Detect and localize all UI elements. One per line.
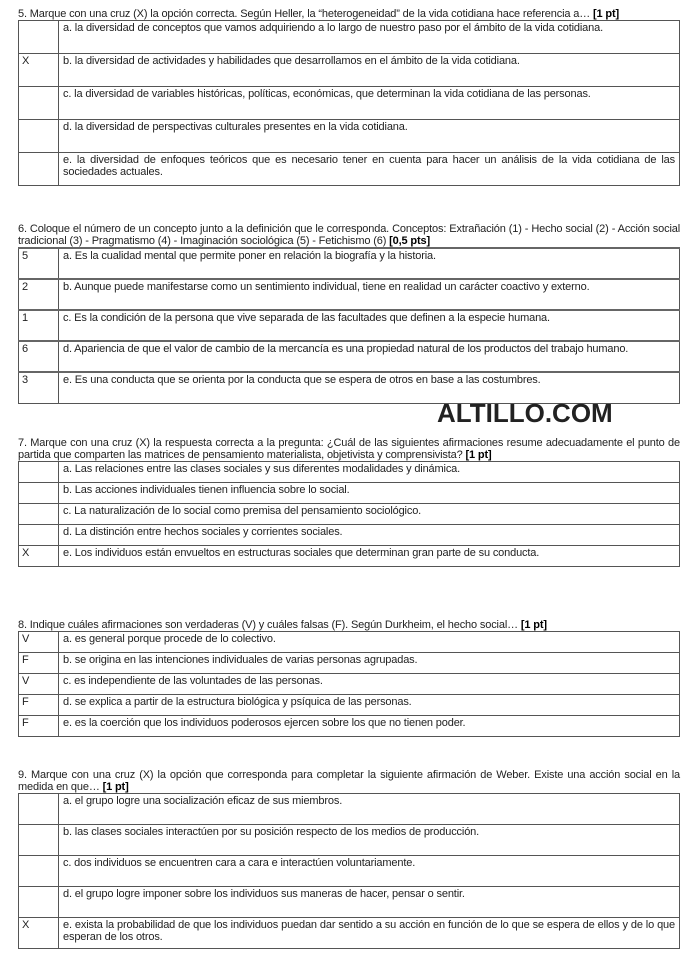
table-row (19, 483, 680, 504)
answer-mark-cell[interactable] (19, 794, 59, 825)
table-row (19, 310, 680, 341)
question-text: 7. Marque con una cruz (X) la respuesta correcta a la pregunta: ¿Cuál de las siguientes afirmaciones resume adecuadamente el punto de partida que comparten las matrices de pensamiento materialista, objetivista y comprensivista? (18, 437, 680, 461)
question-points: [1 pt] (465, 449, 492, 461)
question-points: [1 pt] (592, 8, 619, 20)
table-row (19, 887, 680, 918)
answer-option-text: a. Las relaciones entre las clases sociales y sus diferentes modalidades y dinámica. (59, 462, 680, 483)
table-row (19, 153, 680, 186)
answer-option-text: e. Es una conducta que se orienta por la conducta que se espera de otros en base a las costumbres. (59, 372, 680, 403)
table-row (19, 21, 680, 54)
answer-mark-cell[interactable]: X (19, 54, 59, 87)
answer-table (18, 631, 680, 737)
answer-mark-cell[interactable] (19, 483, 59, 504)
table-row (19, 632, 680, 653)
table-row (19, 341, 680, 372)
answer-mark-cell[interactable]: F (19, 695, 59, 716)
answer-mark-cell[interactable]: F (19, 716, 59, 737)
answer-table (18, 20, 680, 186)
answer-mark-cell[interactable]: 3 (19, 372, 59, 403)
answer-option-text: a. el grupo logre una socialización eficaz de sus miembros. (59, 794, 680, 825)
answer-option-text: b. Aunque puede manifestarse como un sentimiento individual, tiene en realidad un carácter coactivo y externo. (59, 279, 680, 310)
answer-mark-cell[interactable] (19, 525, 59, 546)
answer-mark-cell[interactable] (19, 87, 59, 120)
table-row (19, 279, 680, 310)
answer-option-text: d. La distinción entre hechos sociales y corrientes sociales. (59, 525, 680, 546)
table-row (19, 462, 680, 483)
answer-option-text: e. es la coerción que los individuos poderosos ejercen sobre los que no tienen poder. (59, 716, 680, 737)
answer-mark-cell[interactable]: 6 (19, 341, 59, 372)
watermark-logo: ALTILLO.COM (437, 398, 613, 428)
answer-option-text: c. dos individuos se encuentren cara a cara e interactúen voluntariamente. (59, 856, 680, 887)
answer-option-text: c. la diversidad de variables históricas, políticas, económicas, que determinan la vida cotidiana de las personas. (59, 87, 680, 120)
question-text: 9. Marque con una cruz (X) la opción que corresponda para completar la siguiente afirmación de Weber. Existe una acción social en la medida en que… (18, 769, 680, 793)
answer-option-text: a. la diversidad de conceptos que vamos adquiriendo a lo largo de nuestro paso por el ámbito de la vida cotidiana. (59, 21, 680, 54)
question-8 (18, 619, 680, 737)
question-title (18, 223, 680, 247)
question-points: [0,5 pts] (389, 235, 430, 247)
answer-option-text: c. Es la condición de la persona que vive separada de las facultades que definen a la especie humana. (59, 310, 680, 341)
answer-option-text: c. es independiente de las voluntades de las personas. (59, 674, 680, 695)
answer-option-text: b. se origina en las intenciones individuales de varias personas agrupadas. (59, 653, 680, 674)
answer-mark-cell[interactable]: F (19, 653, 59, 674)
answer-mark-cell[interactable]: X (19, 918, 59, 949)
table-row (19, 918, 680, 949)
table-row (19, 248, 680, 279)
question-title (18, 8, 680, 20)
question-text: 5. Marque con una cruz (X) la opción correcta. Según Heller, la “heterogeneidad” de la vida cotidiana hace referencia a… (18, 8, 591, 20)
table-row (19, 120, 680, 153)
table-row (19, 825, 680, 856)
answer-mark-cell[interactable]: 1 (19, 310, 59, 341)
question-text: 8. Indique cuáles afirmaciones son verdaderas (V) y cuáles falsas (F). Según Durkheim, el hecho social… (18, 619, 518, 631)
answer-mark-cell[interactable] (19, 504, 59, 525)
table-row (19, 54, 680, 87)
answer-mark-cell[interactable]: V (19, 674, 59, 695)
table-row (19, 87, 680, 120)
answer-mark-cell[interactable]: 5 (19, 248, 59, 279)
answer-mark-cell[interactable] (19, 887, 59, 918)
answer-option-text: d. se explica a partir de la estructura biológica y psíquica de las personas. (59, 695, 680, 716)
question-points: [1 pt] (102, 781, 129, 793)
question-6 (18, 223, 680, 404)
answer-mark-cell[interactable] (19, 153, 59, 186)
table-row (19, 856, 680, 887)
answer-mark-cell[interactable]: 2 (19, 279, 59, 310)
answer-option-text: b. las clases sociales interactúen por su posición respecto de los medios de producción. (59, 825, 680, 856)
table-row (19, 546, 680, 567)
answer-option-text: a. es general porque procede de lo colectivo. (59, 632, 680, 653)
table-row (19, 525, 680, 546)
table-row (19, 794, 680, 825)
answer-option-text: a. Es la cualidad mental que permite poner en relación la biografía y la historia. (59, 248, 680, 279)
answer-option-text: e. Los individuos están envueltos en estructuras sociales que determinan gran parte de su conducta. (59, 546, 680, 567)
answer-mark-cell[interactable] (19, 21, 59, 54)
table-row (19, 716, 680, 737)
answer-mark-cell[interactable] (19, 856, 59, 887)
answer-option-text: d. el grupo logre imponer sobre los individuos sus maneras de hacer, pensar o sentir. (59, 887, 680, 918)
answer-mark-cell[interactable] (19, 825, 59, 856)
question-7 (18, 437, 680, 567)
answer-table (18, 793, 680, 949)
question-9 (18, 769, 680, 949)
answer-mark-cell[interactable]: V (19, 632, 59, 653)
table-row (19, 504, 680, 525)
answer-option-text: c. La naturalización de lo social como premisa del pensamiento sociológico. (59, 504, 680, 525)
answer-option-text: e. exista la probabilidad de que los individuos puedan dar sentido a su acción en función de lo que se espera de ellos y de lo que esperan de los otros. (59, 918, 680, 949)
answer-option-text: d. Apariencia de que el valor de cambio de la mercancía es una propiedad natural de los productos del trabajo humano. (59, 341, 680, 372)
answer-option-text: d. la diversidad de perspectivas culturales presentes en la vida cotidiana. (59, 120, 680, 153)
question-title (18, 769, 680, 793)
question-title (18, 619, 680, 631)
table-row (19, 674, 680, 695)
answer-mark-cell[interactable]: X (19, 546, 59, 567)
answer-table (18, 461, 680, 567)
table-row (19, 653, 680, 674)
question-5 (18, 8, 680, 186)
answer-mark-cell[interactable] (19, 120, 59, 153)
answer-option-text: b. la diversidad de actividades y habilidades que desarrollamos en el ámbito de la vida cotidiana. (59, 54, 680, 87)
answer-option-text: b. Las acciones individuales tienen influencia sobre lo social. (59, 483, 680, 504)
question-text: 6. Coloque el número de un concepto junto a la definición que le corresponda. Conceptos: Extrañación (1) - Hecho social (2) - Acción social tradicional (3) - Pragmatismo (4) - Imaginación sociológica (5) - Fetichismo (6) (18, 223, 680, 247)
question-title (18, 437, 680, 461)
answer-table (18, 247, 680, 404)
table-row (19, 695, 680, 716)
answer-mark-cell[interactable] (19, 462, 59, 483)
question-points: [1 pt] (520, 619, 547, 631)
answer-option-text: e. la diversidad de enfoques teóricos que es necesario tener en cuenta para hacer un análisis de la vida cotidiana de las sociedades actuales. (59, 153, 680, 186)
